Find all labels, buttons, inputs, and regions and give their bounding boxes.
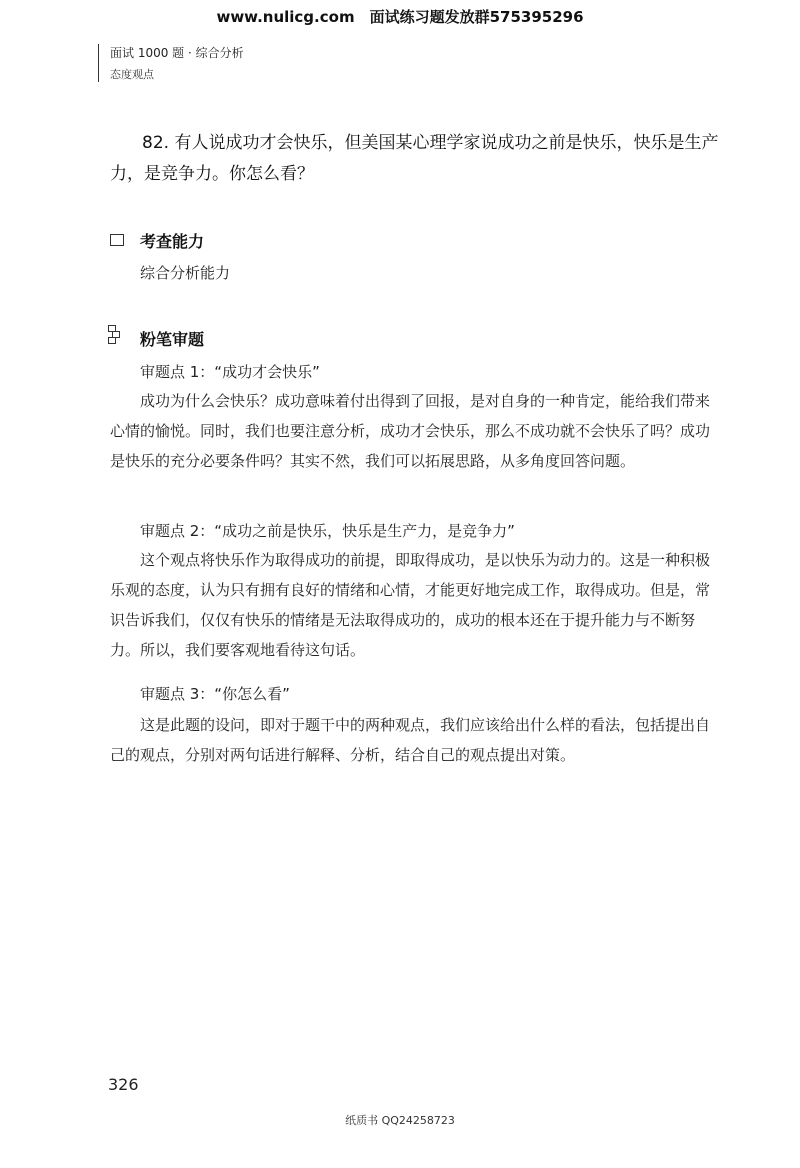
book-subtitle: 态度观点 [110, 68, 154, 81]
analysis-title: 粉笔审题 [140, 330, 205, 349]
page-number: 326 [108, 1075, 139, 1094]
question-text: 82. 有人说成功才会快乐，但美国某心理学家说成功之前是快乐，快乐是生产力，是竞争力。你怎么看？ [110, 133, 719, 184]
point-1-body: 成功为什么会快乐？成功意味着付出得到了回报，是对自身的一种肯定，能给我们带来心情的愉悦。同时，我们也要注意分析，成功才会快乐，那么不成功就不会快乐了吗？成功是快乐的充分必要条件吗？其实不然，我们可以拓展思路，从多角度回答问题。 [110, 392, 711, 470]
point-3-heading: 审题点 3：“你怎么看” [140, 685, 290, 703]
book-title: 面试 1000 题 · 综合分析 [110, 46, 244, 60]
section-box-icon [110, 234, 124, 246]
stacked-box-icon [108, 325, 122, 345]
top-banner: www.nulicg.com 面试练习题发放群575395296 [216, 8, 584, 26]
ability-title: 考查能力 [140, 232, 205, 251]
footer-text: 纸质书 QQ24258723 [345, 1114, 455, 1127]
header-divider [98, 44, 99, 82]
ability-content: 综合分析能力 [140, 264, 231, 282]
point-2-body: 这个观点将快乐作为取得成功的前提，即取得成功，是以快乐为动力的。这是一种积极乐观的态度，认为只有拥有良好的情绪和心情，才能更好地完成工作，取得成功。但是，常识告诉我们，仅仅有快乐的情绪是无法取得成功的，成功的根本还在于提升能力与不断努力。所以，我们要客观地看待这句话。 [110, 551, 711, 659]
point-1-heading: 审题点 1：“成功才会快乐” [140, 363, 320, 381]
point-2-heading: 审题点 2：“成功之前是快乐，快乐是生产力，是竞争力” [140, 522, 515, 540]
point-3-body: 这是此题的设问，即对于题干中的两种观点，我们应该给出什么样的看法，包括提出自己的观点，分别对两句话进行解释、分析，结合自己的观点提出对策。 [110, 716, 711, 764]
